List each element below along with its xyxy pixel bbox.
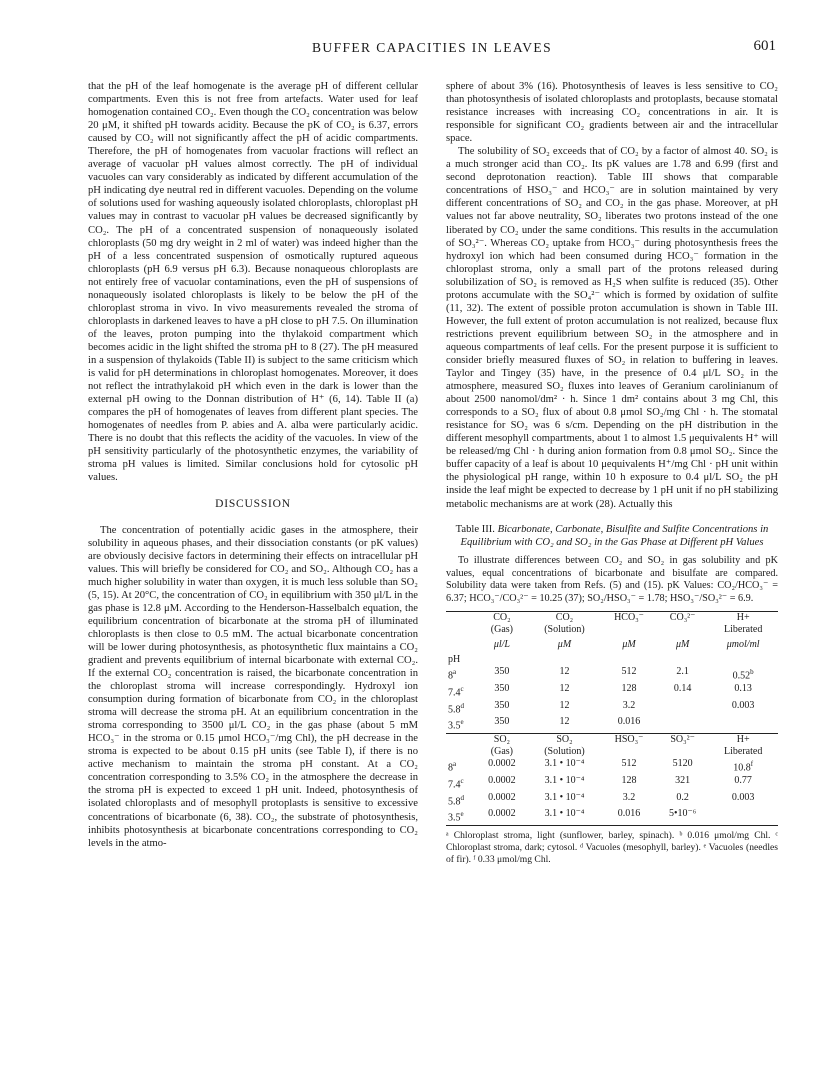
h-liberated-cell: 0.003	[731, 791, 755, 803]
hso3-cell: 0.016	[601, 808, 657, 825]
co2-header-row	[446, 612, 778, 637]
so2-gas-cell: 0.0002	[476, 808, 528, 825]
so3-cell: 0.2	[676, 791, 689, 803]
so2-header-row	[446, 734, 778, 759]
table-note: To illustrate differences between CO₂ and SO₂ in gas solubility and pK values, equal concentrations of bicarbonate and bisulfate are compared. Solubility data were taken from Refs. (5) and (15). pK Values: CO₂/HCO₃⁻ = 6.37; HCO₃⁻/CO₃²⁻ = 10.25 (37); SO₂/HSO₃⁻ = 1.78; HSO₃⁻/SO₃²⁻ = 6.9.	[446, 554, 778, 604]
running-title: BUFFER CAPACITIES IN LEAVES	[312, 40, 552, 55]
left-column	[88, 80, 418, 850]
table-3	[446, 611, 778, 826]
h-liberated-cell	[708, 808, 778, 825]
header-co2-gas: CO₂ (Gas)	[476, 612, 528, 637]
ph-cell: 5.8$^d$	[448, 793, 464, 807]
table-caption	[446, 523, 778, 549]
header-hco3: HCO₃⁻	[601, 612, 657, 637]
hso3-cell: 512	[621, 758, 637, 770]
ph-cell: 7.4$^c$	[448, 776, 464, 791]
so2-solution-cell: 3.1 • 10⁻⁴	[544, 774, 585, 786]
unit-cell: μM	[622, 639, 636, 651]
header-h-liberated-so2: H+ Liberated	[708, 734, 778, 759]
co2-solution-cell: 12	[559, 699, 570, 711]
table-row	[446, 792, 778, 809]
table-row	[446, 683, 778, 700]
h-liberated-cell: 0.77	[734, 774, 752, 786]
co2-solution-cell: 12	[559, 682, 570, 694]
right-column	[446, 80, 778, 866]
hso3-cell: 3.2	[622, 791, 636, 803]
hco3-cell: 0.016	[617, 716, 641, 728]
paragraph-discussion-1: The concentration of potentially acidic gases in the atmosphere, their solubility in aqueous phases, and their dissociation constants (or pK values) are obviously decisive factors in determining their effects on intracellular pH values. This will briefly be considered for CO₂ and SO₂. Although CO₂ has a much higher solubility in water than oxygen, it is much less soluble than SO₂ (5, 15). At 20°C, the concentration of CO₂ in equilibrium with 350 μl/L in the gas phase is 12.8 μM. According to the Henderson-Hasselbalch equation, the equilibrium concentration of bicarbonate at the stroma pH of illuminated chloroplasts is then close to 0.5 mM. The actual bicarbonate concentration will be lower during photosynthesis, as photosynthetic flux maintains a CO₂ gradient and prevents equilibrium of internal bicarbonate with external CO₂. If the external CO₂ concentration is raised, the bicarbonate concentration in the chloroplast stroma will increase correspondingly. Hydroxyl ion consumption during formation of bicarbonate from CO₂ in the chloroplast stroma will decrease the stroma pH. At an equilibrium concentration in the stroma corresponding to 3500 μl/L CO₂ in the gas phase (about 5 mM HCO₃⁻ in the stroma or 0.15 μmol HCO₃⁻/mg Chl), the pH decrease in the stroma is expected to be about 0.15 pH units (see Table I), if there is no active mechanism to maintain the stroma pH constant. At a CO₂ concentration corresponding to 3.5% CO₂ in the atmosphere the decrease in the stroma pH is expected to exceed 1 pH unit. Indeed, photosynthesis of isolated chloroplasts and of mesophyll protoplasts is sensitive to excessive concentrations of bicarbonate (6, 38). CO₂, the substrate of photosynthesis, inhibits photosynthesis at bicarbonate concentrations corresponding to CO₂ levels in the atmo-	[88, 524, 418, 849]
hso3-cell: 128	[621, 774, 637, 786]
so2-solution-cell: 3.1 • 10⁻⁴	[544, 758, 585, 770]
unit-cell: μmol/ml	[726, 639, 760, 651]
header-hso3: HSO₃⁻	[601, 734, 657, 759]
ph-label: pH	[448, 653, 461, 665]
header-h-liberated: H+ Liberated	[708, 612, 778, 637]
table-row	[446, 775, 778, 792]
so2-solution-cell: 3.1 • 10⁻⁴	[528, 808, 601, 825]
units-row	[446, 636, 778, 653]
ph-cell: 3.5e	[448, 718, 464, 732]
header-so2-gas: SO₂ (Gas)	[476, 734, 528, 759]
co2-gas-cell: 350	[494, 682, 510, 694]
table-row	[446, 758, 778, 775]
co2-gas-cell: 350	[494, 716, 510, 728]
table-caption-text: Bicarbonate, Carbonate, Bisulfite and Sulfite Concentrations in Equilibrium with CO₂ and SO₂ in the Gas Phase at Different pH Values	[460, 523, 769, 548]
co3-cell	[657, 700, 708, 717]
section-heading-discussion: DISCUSSION	[215, 498, 291, 511]
running-header	[88, 38, 776, 58]
h-liberated-cell: 0.52$^b$	[732, 668, 754, 682]
table-caption-lead: Table III.	[455, 523, 495, 535]
table-row	[446, 716, 778, 733]
ph-cell: 3.5e	[446, 808, 476, 825]
h-liberated-cell: 0.003	[731, 699, 755, 711]
table-row	[446, 808, 778, 825]
ph-cell: 7.4$^c$	[448, 684, 464, 699]
unit-cell: μl/L	[493, 639, 510, 651]
page-number: 601	[753, 38, 776, 54]
h-liberated-cell	[708, 716, 778, 733]
so2-gas-cell: 0.0002	[488, 758, 516, 770]
hco3-cell: 512	[621, 666, 637, 678]
hco3-cell: 3.2	[622, 699, 636, 711]
table-row	[446, 666, 778, 683]
table-row	[446, 700, 778, 717]
paragraph-discussion-2: sphere of about 3% (16). Photosynthesis of leaves is less sensitive to CO₂ than photosynthesis of isolated chloroplasts and protoplasts, because stomatal resistance increases with increasing CO₂ concentrations in air. It is responsible for significant CO₂ gradients between air and the intracellular space.	[446, 81, 778, 145]
ph-cell: 5.8$^d$	[448, 701, 464, 715]
so2-gas-cell: 0.0002	[488, 791, 516, 803]
ph-cell: 8$^a$	[448, 760, 457, 774]
paragraph-discussion-3: The solubility of SO₂ exceeds that of CO₂ by a factor of almost 40. SO₂ is a much stronger acid than CO₂. Its pK values are 1.78 and 6.99 (first and second deprotonation reaction). Table III shows that comparable concentrations of HSO₃⁻ and HCO₃⁻ are in solution maintained by very different concentrations of SO₂ and CO₂ in the gas phase. Moreover, at pH values not far above neutrality, SO₂ liberates two protons instead of the one liberated by CO₂ under the same conditions. This results in the accumulation of SO₃²⁻. Whereas CO₂ uptake from HCO₃⁻ during photosynthesis frees the hydroxyl ion which had been consumed during HCO₃⁻ formation in the chloroplast stroma, only a small part of the protons released during solubilization of SO₂ is removed as H₂S when sulfite is reduced (35). Other protons accumulate with the SO₄²⁻ which is formed by oxidation of sulfite (11, 32). The extent of possible proton accumulation is shown in Table III. However, the full extent of proton accumulation is not realized, because flux restrictions prevent equilibrium between SO₂ in the atmosphere and in aqueous compartments of leaf cells. For the present purpose it is sufficient to consider briefly measured fluxes of SO₂ in relation to buffering in leaves. Taylor and Tingey (35) have, in the presence of 0.4 μl/L SO₂ in the atmosphere, measured SO₂ fluxes into leaves of Geranium carolinianum of about 2500 nanomol/dm² · h. Since 1 dm² contains about 3 mg Chl, this corresponds to a SO₂ flux of about 0.8 μmol SO₂/mg Chl · h. The stomatal resistance for SO₂ was 6 s/cm. Depending on the pH distribution in the different mesophyll compartments, about 1 to almost 1.5 μequivalents H⁺ will be released/mg Chl · h during anion formation from 0.8 μmol SO₂. Since the buffer capacity of a leaf is about 10 μequivalents H⁺/mg Chl · pH unit within the physiological pH range, within 10 h exposure to 0.4 μl/L SO₂ the pH inside the leaf might be expected to decrease by 1 pH unit if no pH stabilizing metabolic mechanisms are at work (28). Actually this	[446, 146, 778, 510]
ph-label-row	[446, 654, 778, 666]
header-co3: CO₃²⁻	[657, 612, 708, 637]
co2-gas-cell: 350	[494, 699, 510, 711]
so3-cell: 321	[675, 774, 691, 786]
co2-solution-cell: 12	[559, 716, 570, 728]
co3-cell	[657, 716, 708, 733]
hco3-cell: 128	[621, 682, 637, 694]
co2-gas-cell: 350	[494, 666, 510, 678]
header-so2-solution: SO₂ (Solution)	[528, 734, 601, 759]
header-co2-solution: CO₂ (Solution)	[528, 612, 601, 637]
ph-cell: 8$^a$	[448, 668, 457, 682]
h-liberated-cell: 0.13	[734, 682, 752, 694]
paragraph-results-end: that the pH of the leaf homogenate is the average pH of different cellular compartments. Even this is not free from artefacts. Water used for leaf homogenation contained CO₂. Even though the CO₂ concentration was below 20 μM, it shifted pH towards acidity. Because the pK of CO₂ is 6.37, errors caused by CO₂ will not significantly affect the pH of acidic compartments. Therefore, the pH of homogenates from vacuolar fractions will reflect an average of vacuolar pH values almost correctly. The pH of individual vacuoles can vary considerably as indicated by different accumulation of the pH indicating dye neutral red in different vacuoles. Depending on the volume of solutions used for washing aqueously isolated chloroplasts, chloroplast pH values may in contrast to vacuolar pH values be decreased significantly by CO₂. The pH of a concentrated suspension of nonaqueously isolated chloroplasts (50 mg dry weight in 2 ml of water) was indeed higher than the pH of a less concentrated suspension of osmotically ruptured aqueous chloroplasts (pH 6.9 versus pH 6.3). Because nonaqueous chloroplasts are not entirely free of vacuolar contaminations, even the pH of suspensions of nonaqueously isolated chloroplasts is likely to be below the pH of the chloroplast stroma in vivo. In vivo measurements revealed the stroma of chloroplasts in darkened leaves to have a pH close to pH 7.5. On illumination of the leaves, proton pumping into the thylakoid compartment which becomes acidic in the light shifted the stroma pH to 8 (27). The pH measured in a suspension of thylakoids (Table II) is subject to the same criticism which is valid for pH determinations in chloroplast homogenates. Moreover, it does not reflect the intrathylakoid pH which even in the dark is lower than the external pH owing to the Donnan distribution of H⁺ (6, 14). Table II (a) compares the pH of homogenates of leaves from different plant species. The homogenates of needles from P. abies and A. alba were particularly acidic. There is no doubt that this reflects the acidity of the vacuoles. In view of the pH sensitivity particularly of the photosynthetic enzymes, the variability of stroma pH values is limited. Similar conclusions hold for cytosolic pH values.	[88, 81, 418, 484]
so3-cell: 5•10⁻⁶	[657, 808, 708, 825]
so3-cell: 5120	[672, 758, 693, 770]
unit-cell: μM	[557, 639, 572, 651]
unit-cell: μM	[675, 639, 690, 651]
so2-solution-cell: 3.1 • 10⁻⁴	[544, 791, 585, 803]
header-so3: SO₃²⁻	[657, 734, 708, 759]
co3-cell: 2.1	[676, 666, 689, 678]
h-liberated-cell: 10.8$^f$	[733, 760, 754, 774]
table-footnotes: ᵃ Chloroplast stroma, light (sunflower, barley, spinach). ᵇ 0.016 μmol/mg Chl. ᶜ Chloroplast stroma, dark; cytosol. ᵈ Vacuoles (mesophyll, barley). ᵉ Vacuoles (needles of fir). ᶠ 0.33 μmol/mg Chl.	[446, 830, 778, 866]
co3-cell: 0.14	[673, 682, 692, 694]
so2-gas-cell: 0.0002	[488, 774, 516, 786]
co2-solution-cell: 12	[559, 666, 570, 678]
